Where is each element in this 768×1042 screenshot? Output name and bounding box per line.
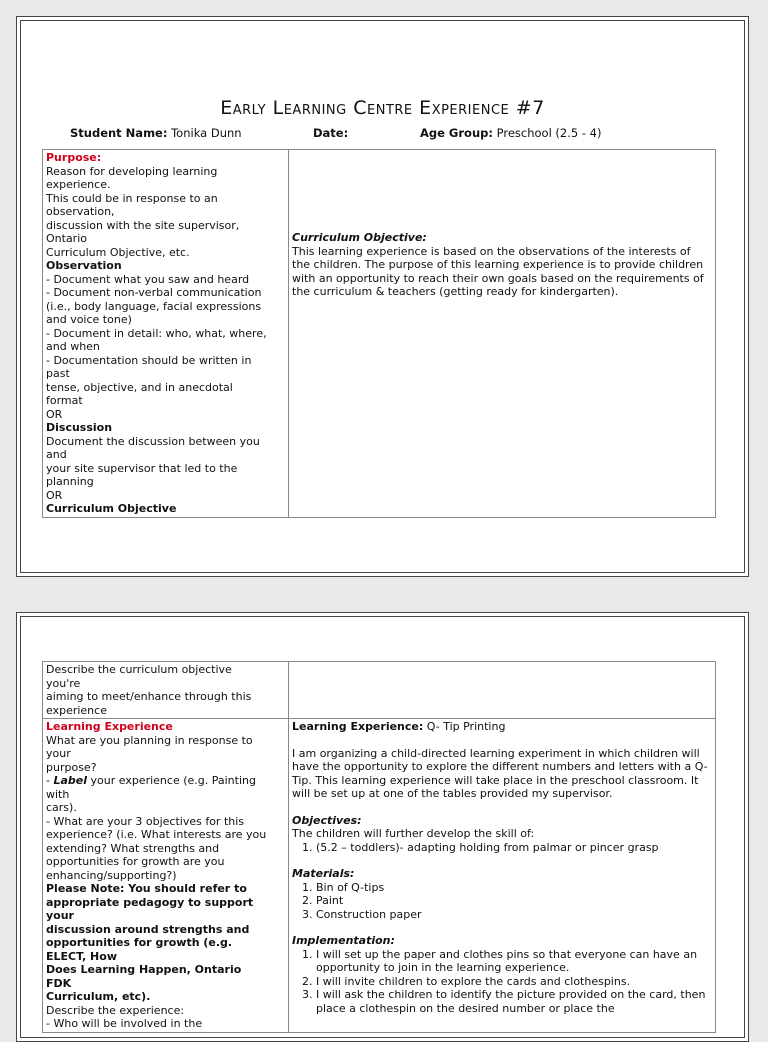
instruction-line: - What are your 3 objectives for this: [46, 814, 245, 828]
instructions-cell: [43, 150, 289, 518]
note-line: opportunities for growth (e.g.: [46, 936, 233, 949]
instruction-line: tense, objective, and in anecdotal: [46, 380, 233, 394]
list-item: 1. (5.2 – toddlers)- adapting holding from palmar or pincer grasp: [316, 841, 712, 855]
response-cell: [289, 662, 716, 719]
note-line: FDK: [46, 976, 72, 990]
label-instruction-line: [46, 774, 285, 788]
observation-heading: Observation: [46, 259, 122, 272]
list-item: [316, 881, 712, 895]
instruction-line: OR: [46, 407, 63, 421]
instruction-line: experience: [46, 703, 107, 717]
document-page-1: [16, 16, 749, 577]
instruction-line: Curriculum Objective, etc.: [46, 245, 190, 259]
note-line: Curriculum, etc).: [46, 990, 151, 1003]
student-name-label: Student Name:: [70, 126, 168, 140]
materials-heading: Materials:: [292, 867, 355, 880]
plan-table-1: [42, 149, 716, 518]
instruction-line: Reason for developing learning: [46, 164, 218, 178]
table-row: [43, 662, 716, 719]
instruction-line: - Who will be involved in the: [46, 1017, 203, 1030]
instruction-line: - Documentation should be written in: [46, 353, 252, 367]
instruction-line: Ontario: [46, 232, 87, 245]
instruction-line: you're: [46, 676, 81, 690]
implementation-list: [292, 948, 712, 1016]
document-page-2: [16, 612, 749, 1042]
label-word: Label: [53, 774, 88, 787]
student-name-value: Tonika Dunn: [171, 126, 242, 140]
material-text: Bin of Q-tips: [316, 880, 385, 894]
instruction-line: and: [46, 448, 67, 461]
instruction-line: cars).: [46, 801, 77, 814]
age-group-field: [420, 126, 601, 140]
instruction-line: and when: [46, 340, 100, 353]
implementation-heading: Implementation:: [292, 934, 395, 947]
list-item: [316, 894, 712, 908]
instruction-line: aiming to meet/enhance through this: [46, 690, 252, 703]
learning-experience-label: Learning Experience:: [292, 720, 424, 733]
note-line: ELECT, How: [46, 949, 117, 963]
instruction-line: observation,: [46, 205, 115, 218]
instructions-cell: [43, 719, 289, 1033]
materials-list: [292, 881, 712, 922]
purpose-heading: Purpose:: [46, 151, 102, 164]
learning-experience-title: [292, 720, 712, 734]
instruction-line: format: [46, 394, 83, 407]
curriculum-objective-heading: Curriculum Objective: [46, 502, 177, 515]
curriculum-objective-response: This learning experience is based on the observations of the interests of the children. The purpose of this learning experience is to provide children with an opportunity to reach their own goals based on the requirements of the curriculum & teachers (getting ready for kindergarten).: [292, 244, 704, 298]
instruction-line: OR: [46, 488, 63, 502]
objectives-heading: Objectives:: [292, 813, 362, 827]
note-line: discussion around strengths and: [46, 922, 250, 936]
instruction-line: This could be in response to an: [46, 191, 218, 205]
note-line: Please Note: You should refer to: [46, 882, 247, 895]
list-item: 3. I will ask the children to identify the picture provided on the card, then place a clothespin on the desired number or place the: [316, 988, 712, 1015]
list-item: 2. I will invite children to explore the cards and clothespins.: [316, 975, 712, 989]
instruction-line: experience? (i.e. What interests are you: [46, 828, 267, 841]
learning-experience-heading: Learning Experience: [46, 720, 173, 733]
instruction-line: your site supervisor that led to the: [46, 461, 238, 475]
curriculum-objective-response-heading: Curriculum Objective:: [292, 231, 427, 244]
instruction-line: - Document in detail: who, what, where,: [46, 326, 267, 340]
learning-experience-intro: I am organizing a child-directed learning experiment in which children will have the opportunity to explore the different numbers and letters with a Q-Tip. This learning experience will take place in the preschool classroom. It will be set up at one of the tables provided my supervisor.: [292, 746, 708, 800]
list-item: 1. I will set up the paper and clothes pins so that everyone can have an opportunity to join in the learning experience.: [316, 948, 712, 975]
instructions-cell: [43, 662, 289, 719]
instruction-line: Describe the experience:: [46, 1003, 185, 1017]
table-row: [43, 719, 716, 1033]
discussion-heading: Discussion: [46, 421, 113, 434]
instruction-line: with: [46, 787, 70, 801]
plan-table-2: [42, 661, 716, 1033]
instruction-line: Document the discussion between you: [46, 434, 260, 448]
instruction-line: Describe the curriculum objective: [46, 663, 232, 676]
instruction-line: experience.: [46, 178, 111, 191]
response-cell: [289, 719, 716, 1033]
instruction-line: planning: [46, 475, 94, 488]
objectives-intro: The children will further develop the skill of:: [292, 827, 535, 840]
instruction-line: enhancing/supporting?): [46, 868, 177, 882]
instruction-line: your: [46, 747, 71, 760]
document-title: Early Learning Centre Experience #7: [220, 97, 545, 119]
label-prefix: -: [46, 774, 54, 787]
label-rest: your experience (e.g. Painting: [87, 774, 256, 787]
list-item: [316, 908, 712, 922]
instruction-line: past: [46, 367, 70, 380]
date-field: [313, 126, 348, 140]
instruction-line: What are you planning in response to: [46, 733, 253, 747]
instruction-line: extending? What strengths and: [46, 841, 220, 855]
note-line: your: [46, 909, 74, 922]
material-text: Construction paper: [316, 907, 422, 921]
instruction-line: - Document non-verbal communication: [46, 286, 262, 299]
instruction-line: opportunities for growth are you: [46, 855, 225, 868]
response-cell: [289, 150, 716, 518]
instruction-line: discussion with the site supervisor,: [46, 218, 240, 232]
instruction-line: (i.e., body language, facial expressions: [46, 299, 262, 313]
material-text: Paint: [316, 894, 344, 907]
table-row: [43, 150, 716, 518]
instruction-line: - Document what you saw and heard: [46, 272, 250, 286]
objectives-list: [292, 841, 712, 855]
learning-experience-value: Q- Tip Printing: [426, 720, 506, 733]
student-name-field: [70, 126, 242, 140]
instruction-line: purpose?: [46, 760, 97, 774]
instruction-line: and voice tone): [46, 313, 132, 326]
age-group-label: Age Group:: [420, 126, 493, 140]
date-label: Date:: [313, 126, 349, 140]
age-group-value: Preschool (2.5 - 4): [496, 126, 602, 140]
note-line: Does Learning Happen, Ontario: [46, 963, 242, 976]
note-line: appropriate pedagogy to support: [46, 895, 254, 909]
